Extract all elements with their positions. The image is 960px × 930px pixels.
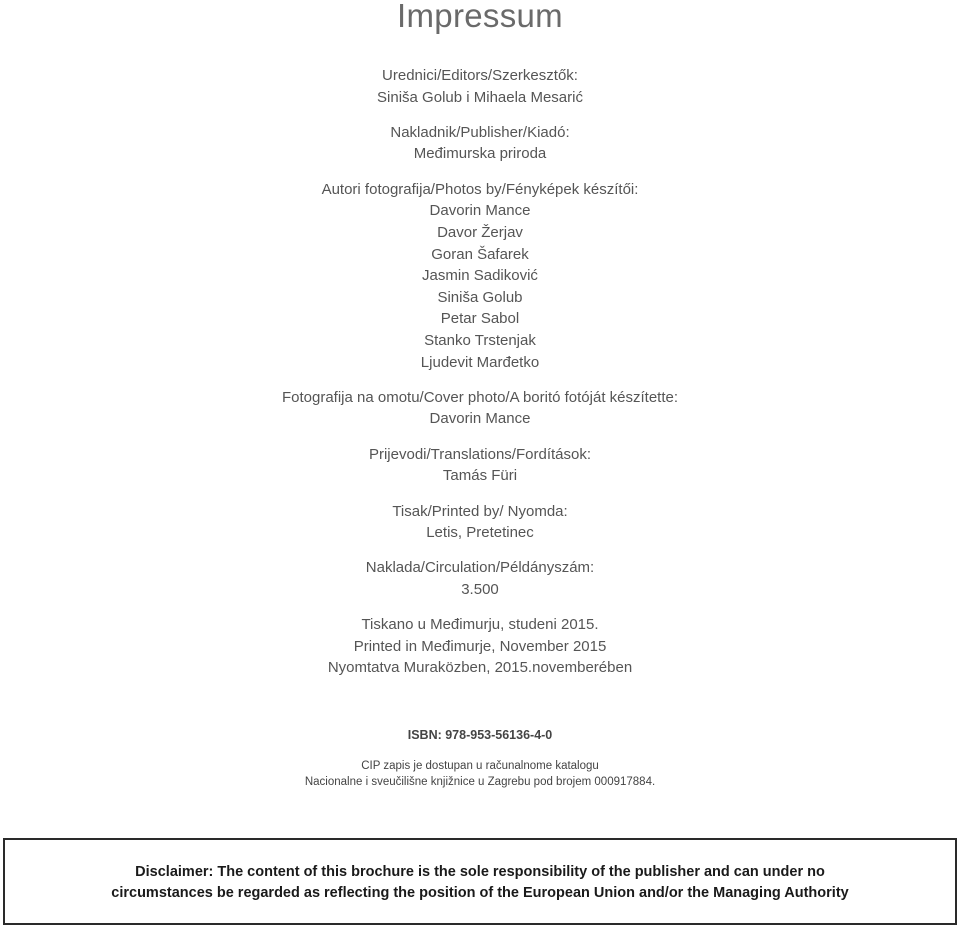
disclaimer-line: Disclaimer: The content of this brochure is the sole responsibility of the publisher and can under no [135,864,825,880]
section-heading: Tisak/Printed by/ Nyomda: [392,502,568,520]
section-circulation [0,557,960,600]
section-value: Tamás Füri [442,467,518,485]
section-heading: Urednici/Editors/Szerkesztők: [382,67,578,84]
photographer-name: Ljudevit Marđetko [420,353,540,371]
section-value: Davorin Mance [429,410,531,428]
section-value: Letis, Pretetinec [426,524,534,542]
section-value: Međimurska priroda [413,145,547,163]
photographer-name: Stanko Trstenjak [424,331,536,349]
section-cover-photo [0,387,960,430]
isbn: ISBN: 978-953-56136-4-0 [407,728,553,742]
printing-line: Printed in Međimurje, November 2015 [353,637,607,655]
cip-line: CIP zapis je dostupan u računalnome katalogu [361,760,599,772]
section-heading: Autori fotografija/Photos by/Fényképek készítői: [321,180,639,198]
photographer-name: Jasmin Sadiković [422,267,538,285]
section-value: 3.500 [461,581,499,598]
section-heading: Naklada/Circulation/Példányszám: [365,559,595,577]
section-printing-date [0,614,960,679]
credits-list [0,65,960,693]
photographer-name: Petar Sabol [440,310,520,328]
section-value: Siniša Golub i Mihaela Mesarić [377,88,583,106]
disclaimer-box [3,838,957,925]
printing-line: Tiskano u Međimurju, studeni 2015. [361,616,599,634]
printing-line: Nyomtatva Muraközben, 2015.novemberében [327,659,633,677]
section-heading: Fotografija na omotu/Cover photo/A boritó fotóját készítette: [281,388,679,406]
disclaimer-line: circumstances be regarded as reflecting the position of the European Union and/or the Managing Authority [111,885,849,901]
photographer-name: Davorin Mance [429,202,531,220]
section-heading: Nakladnik/Publisher/Kiadó: [390,123,570,141]
photographer-name: Davor Žerjav [437,223,523,241]
section-translations [0,444,960,487]
photographer-name: Goran Šafarek [431,245,529,263]
disclaimer-text [5,840,955,904]
section-printer [0,501,960,544]
section-heading: Prijevodi/Translations/Fordítások: [368,445,592,463]
page-title: Impressum [397,0,563,34]
section-publisher [0,122,960,165]
cip-line: Nacionalne i sveučilišne knjižnice u Zagrebu pod brojem 000917884. [304,776,656,788]
section-photographers [0,179,960,373]
section-editors [0,65,960,108]
cip-note [0,758,960,790]
photographer-name: Siniša Golub [437,288,523,306]
